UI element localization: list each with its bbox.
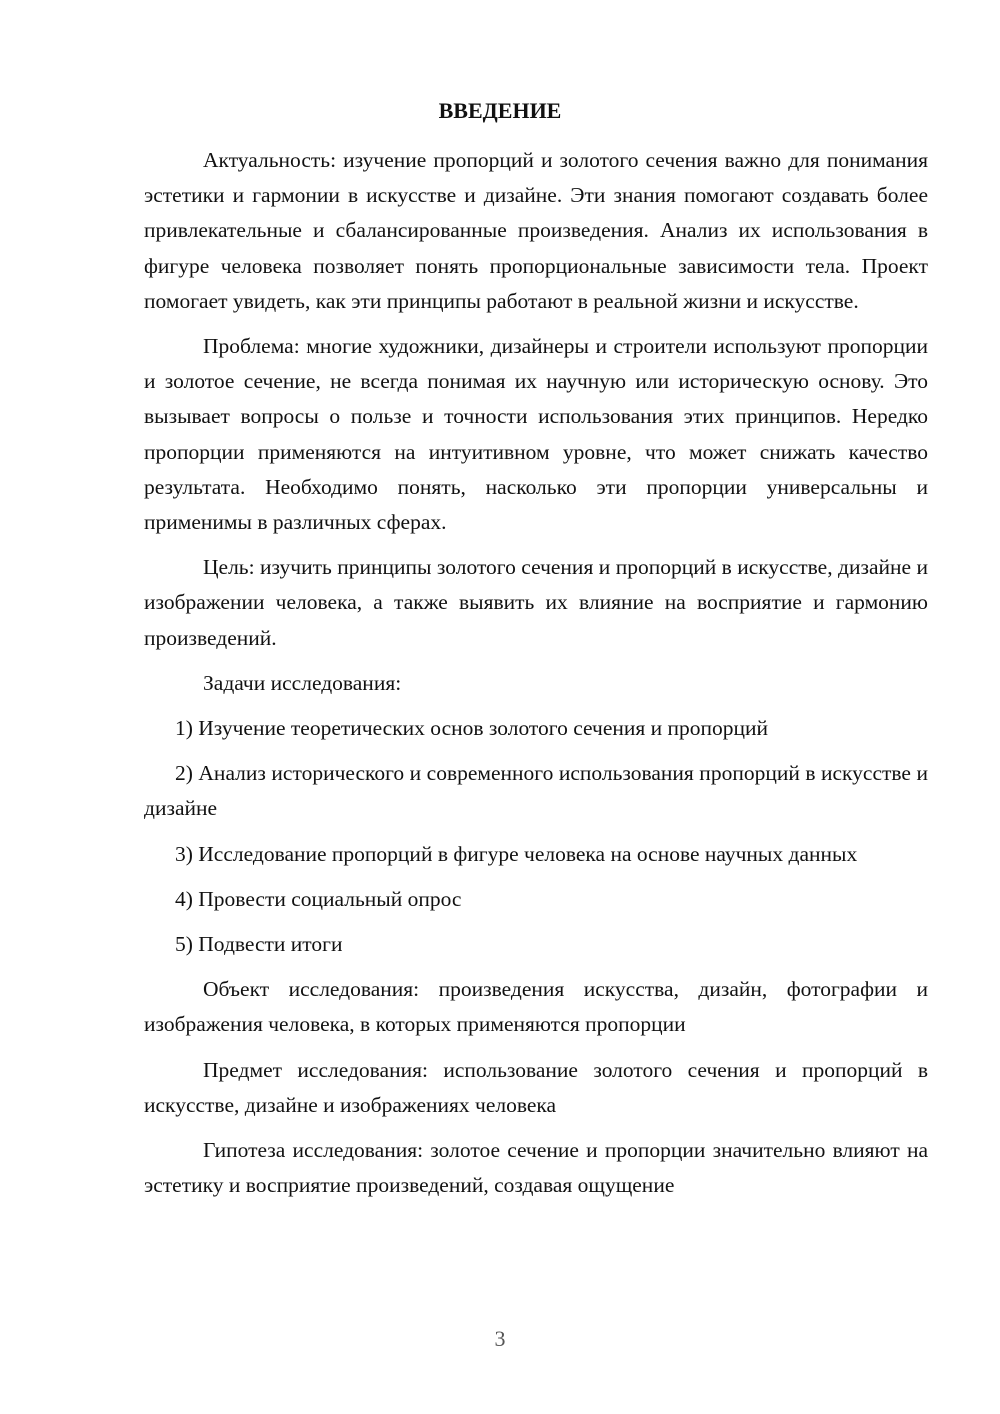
paragraph-object: Объект исследования: произведения искусства, дизайн, фотографии и изображения человека, в которых применяются пропорции	[144, 977, 928, 1037]
paragraph-goal: Цель: изучить принципы золотого сечения и пропорций в искусстве, дизайне и изображении человека, а также выявить их влияние на восприятие и гармонию произведений.	[144, 555, 928, 650]
paragraph-tasks-heading: Задачи исследования:	[203, 670, 402, 695]
task-item-1: 1) Изучение теоретических основ золотого сечения и пропорций	[175, 716, 769, 741]
task-item-2: 2) Анализ исторического и современного использования пропорций в искусстве и дизайне	[144, 761, 928, 821]
document-body	[144, 143, 928, 1213]
paragraph-subject: Предмет исследования: использование золотого сечения и пропорций в искусстве, дизайне и изображениях человека	[144, 1057, 928, 1117]
paragraph-hypothesis: Гипотеза исследования: золотое сечение и пропорции значительно влияют на эстетику и восприятие произведений, создавая ощущение	[144, 1138, 928, 1198]
task-item-5: 5) Подвести итоги	[175, 932, 343, 957]
task-item-3: 3) Исследование пропорций в фигуре человека на основе научных данных	[175, 841, 858, 866]
paragraph-problem: Проблема: многие художники, дизайнеры и строители используют пропорции и золотое сечение, не всегда понимая их научную или историческую основу. Это вызывает вопросы о пользе и точности использования этих принципов. Нередко пропорции применяются на интуитивном уровне, что может снижать качество результата. Необходимо понять, насколько эти пропорции универсальны и применимы в различных сферах.	[144, 334, 928, 535]
paragraph-relevance: Актуальность: изучение пропорций и золотого сечения важно для понимания эстетики и гармонии в искусстве и дизайне. Эти знания помогают создавать более привлекательные и сбалансированные произведения. Анализ их использования в фигуре человека позволяет понять пропорциональные зависимости тела. Проект помогает увидеть, как эти принципы работают в реальной жизни и искусстве.	[144, 148, 928, 313]
section-heading: ВВЕДЕНИЕ	[438, 98, 562, 123]
task-item-4: 4) Провести социальный опрос	[175, 886, 462, 911]
page-number: 3	[494, 1326, 506, 1351]
